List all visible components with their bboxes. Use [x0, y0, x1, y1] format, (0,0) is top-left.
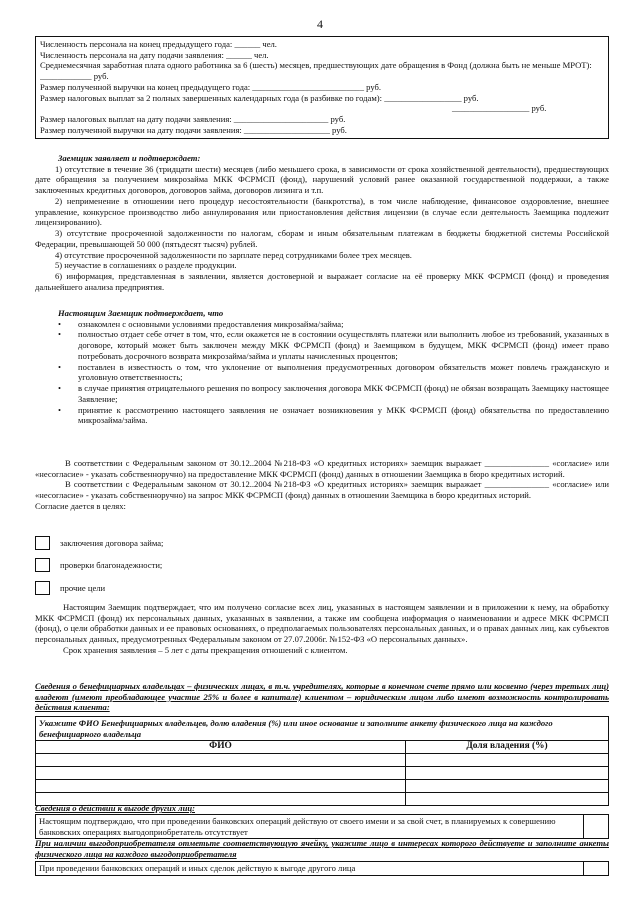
statement-bullet: • принятие к рассмотрению настоящего заявления не означает возникновения у МКК ФСРМСП (фонд) обязательства по предоставлению микрозайма/займа.	[58, 405, 609, 426]
statement-section	[35, 308, 609, 426]
col-share: Доля владения (%)	[406, 741, 609, 754]
confirm-item: 1) отсутствие в течение 36 (тридцати шести) месяцев (либо меньшего срока, в зависимости от срока хозяйственной деятельности), предшествующих дате обращения за получением микрозайма МКК ФСРМСП (фонд), нарушений условий ранее оказанной государственной поддержки, а также заключенных кредитных договоров, договоров займа, договоров лизинга и т.п.	[35, 163, 609, 196]
company-info-box	[35, 36, 609, 139]
consent-label: Согласие дается в целях:	[35, 500, 126, 511]
other-behalf-checkbox[interactable]	[584, 862, 608, 875]
info-line: Численность персонала на дату подачи заявления: ______ чел.	[40, 49, 269, 60]
statement-bullet: • в случае принятия отрицательного решения по вопросу заключения договора МКК ФСРМСП (фонд) не обязан возвращать Заемщику настоящее Заявление;	[58, 383, 609, 404]
own-behalf-option[interactable]	[35, 814, 609, 839]
confirm-item: 2) неприменение в отношении него процедур несостоятельности (банкротства), в том числе наблюдение, финансовое оздоровление, внешнее управление, конкурсное производство либо аннулирования или приостановления действия лицензии (в случае если деятельность Заемщика подлежит лицензированию).	[35, 195, 609, 228]
own-behalf-checkbox[interactable]	[584, 815, 608, 838]
confirm-title: Заемщик заявляет и подтверждает:	[58, 153, 201, 163]
info-line: Среднемесячная заработная плата одного работника за 6 (шесть) месяцев, предшествующих дате обращения в Фонд (должна быть не меньше МРОТ): ____________ руб.	[40, 60, 592, 82]
confirm-item: 4) отсутствие просроченной задолженности по зарплате перед сотрудниками более трех месяцев.	[55, 249, 412, 260]
statement-bullet: • ознакомлен с основными условиями предоставления микрозайма/займа;	[58, 319, 609, 330]
table-row	[36, 754, 609, 767]
share-cell[interactable]	[406, 767, 609, 780]
personal-data-section	[35, 602, 609, 656]
share-cell[interactable]	[406, 780, 609, 793]
share-cell[interactable]	[406, 754, 609, 767]
other-behalf-option[interactable]	[35, 861, 609, 876]
beneficiary-title: Сведения о бенефициарных владельцах – физических лицах, в т.ч. учредителях, которые в конечном счете прямо или косвенно (через третьих лиц) владеют (имеют преобладающее участие 25% и более в капитале) клиентом – юридическим лицом либо имеют возможность контролировать действия клиента:	[35, 681, 609, 713]
purpose-option-loan[interactable]	[35, 536, 163, 550]
beneficiary-hint: Укажите ФИО Бенефициарных владельцев, долю владения (%) или иное основание и заполните анкету физического лица на каждого бенефициарного владельца	[36, 717, 609, 741]
purpose-label: прочие цели	[60, 582, 106, 593]
statement-title: Настоящим Заемщик подтверждает, что	[58, 308, 224, 318]
info-line: Размер полученной выручки на конец предыдущего года: __________________________ руб.	[40, 81, 382, 92]
purpose-option-other[interactable]	[35, 581, 105, 595]
table-row	[36, 780, 609, 793]
purpose-checkbox[interactable]	[35, 558, 50, 572]
actions-note: При наличии выгодоприобретателя отметьте соответствующую ячейку, укажите лицо в интересах которого действуете и заполните анкеты физического лица на каждого выгодоприобретателя	[35, 838, 609, 859]
confirm-item: 3) отсутствие просроченной задолженности по налогам, сборам и иным обязательным платежам в бюджеты бюджетной системы Российской Федерации, превышающей 50 000 (пятьдесят тысяч) рублей.	[35, 228, 609, 249]
fio-cell[interactable]	[36, 767, 406, 780]
purpose-label: проверки благонадежности;	[60, 559, 163, 570]
retention-para: Срок хранения заявления – 5 лет с даты прекращения отношений с клиентом.	[63, 644, 348, 655]
confirm-item: 6) информация, представленная в заявлении, является достоверной и выражает согласие на её проверку МКК ФСРМСП (фонд) и проведения дальнейшего анализа предприятия.	[35, 271, 609, 292]
info-line: __________________ руб.	[452, 103, 547, 114]
credit-history-para: В соответствии с Федеральным законом от 30.12..2004 №218-ФЗ «О кредитных историях» заемщик выражает _______________ «согласие» или «несогласие» - указать собственноручно) на запрос МКК ФСРМСП (фонд) данных в отношении Заемщика в бюро кредитных историй.	[35, 479, 609, 501]
page-number: 4	[317, 17, 323, 31]
info-line: Численность персонала на конец предыдущего года: ______ чел.	[40, 39, 277, 49]
table-row	[36, 767, 609, 780]
fio-cell[interactable]	[36, 754, 406, 767]
statement-bullet: • поставлен в известность о том, что уклонение от выполнения предусмотренных договором обязательств может повлечь гражданскую и уголовную ответственность;	[58, 362, 609, 383]
confirm-item: 5) неучастие в соглашениях о разделе продукции.	[55, 260, 237, 271]
info-line: Размер налоговых выплат за 2 полных завершенных календарных года (в разбивке по годам): __________________ руб.	[40, 92, 479, 103]
statement-bullet: • полностью отдает себе отчет в том, что, если окажется не в состоянии осуществлять платежи или выполнить любое из требований, указанных в договоре, который может быть заключен между МКК ФСРМСП (фонд) и Заемщиком в будущем, МКК ФСРМСП (фонд) имеет право потребовать досрочного возврата микрозайма/займа и уплаты начисленных процентов;	[58, 329, 609, 361]
other-behalf-text: При проведении банковских операций и иных сделок действую к выгоде другого лица	[36, 862, 584, 875]
info-line: Размер полученной выручки на дату подачи заявления: ____________________ руб.	[40, 124, 347, 135]
beneficiary-table	[35, 716, 609, 806]
credit-history-para: В соответствии с Федеральным законом от 30.12..2004 №218-ФЗ «О кредитных историях» заемщик выражает _______________ «согласие» или «несогласие» - указать собственноручно) на предоставление МКК ФСРМСП (фонд) данных в отношении Заемщика в бюро кредитных историй.	[35, 458, 609, 479]
col-fio: ФИО	[36, 741, 406, 754]
info-line: Размер налоговых выплат на дату подачи заявления: ______________________ руб.	[40, 114, 346, 125]
actions-title: Сведения о действии к выгоде других лиц:	[35, 803, 195, 813]
purpose-option-check[interactable]	[35, 558, 162, 572]
own-behalf-text: Настоящим подтверждаю, что при проведении банковских операций действую от своего имени и за свой счет, в планируемых к совершению банковских операциях выгодоприобретатель отсутствует	[36, 815, 584, 838]
purpose-checkbox[interactable]	[35, 536, 50, 550]
fio-cell[interactable]	[36, 780, 406, 793]
purpose-label: заключения договора займа;	[60, 537, 164, 548]
confirm-section	[35, 153, 609, 293]
purpose-checkbox[interactable]	[35, 581, 50, 595]
credit-history-section	[35, 458, 609, 512]
personal-data-para: Настоящим Заемщик подтверждает, что им получено согласие всех лиц, указанных в настоящем заявлении и в приложении к нему, на обработку МКК ФСРМСП (фонд) их персональных данных, указанных в заявлении, а также им сообщена информация о наименовании и адресе МКК ФСРМСП (фонд), о цели обработки данных и ее правовых основаниях, о предполагаемых пользователях персональных данных, и о правах данных лиц, как субъектов персональных данных, предусмотренных Федеральным законом от 27.07.2006г. №152-ФЗ «О персональных данных».	[35, 602, 609, 645]
